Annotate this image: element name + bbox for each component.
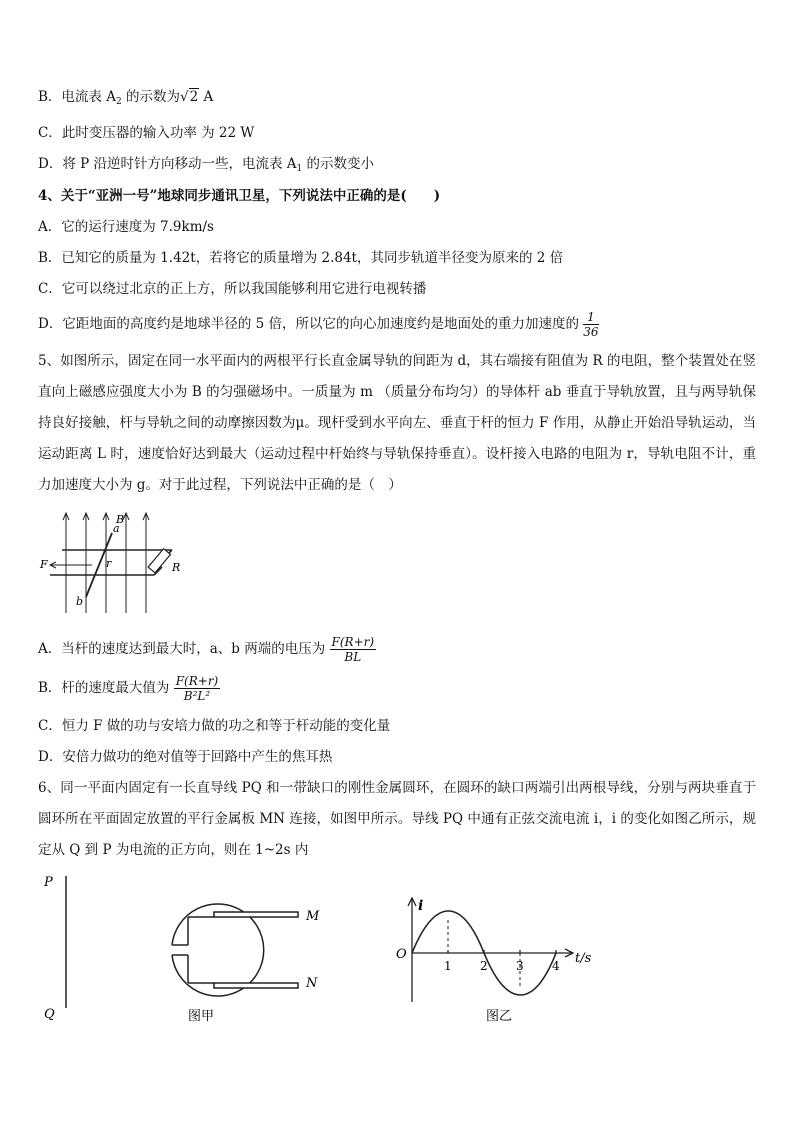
q4-option-b: B．已知它的质量为 1.42t，若将它的质量增为 2.84t，其同步轨道半径变为原来的 2 倍 xyxy=(38,250,564,266)
fig-jia-label-M: M xyxy=(306,909,320,924)
fig-jia-label-Q: Q xyxy=(44,1007,55,1022)
q4-option-a: A．它的运行速度为 7.9km/s xyxy=(38,219,214,235)
fig5-label-R: R xyxy=(172,561,181,574)
q6-stem: 6、同一平面内固定有一长直导线 PQ 和一带缺口的刚性金属圆环，在圆环的缺口两端引出两根导线，分别与两块垂直于圆环所在平面固定放置的平行金属板 MN 连接，如图甲所示。导线 PQ 中通有正弦交流电流 i，i 的变化如图乙所示，规定从 Q 到 P 为电流的正方向，则在 1~2s 内 xyxy=(38,780,756,858)
q6-figure-jia xyxy=(38,870,338,1026)
q6-figure-yi xyxy=(390,892,605,1026)
fig-yi-label-i: i xyxy=(418,898,424,914)
q3-option-c: C．此时变压器的输入功率 为 22 W xyxy=(38,125,255,141)
fig5-label-b: b xyxy=(76,595,84,608)
fig-yi-origin: O xyxy=(396,947,407,962)
fig5-label-a: a xyxy=(113,522,120,535)
fig5-label-B: B xyxy=(116,513,125,526)
fig-yi-tick-3: 3 xyxy=(516,959,524,973)
q5-stem: 5、如图所示，固定在同一水平面内的两根平行长直金属导轨的间距为 d，其右端接有阻值为 R 的电阻，整个装置处在竖直向上磁感应强度大小为 B 的匀强磁场中。一质量为 m （质量分布均匀）的导体杆 ab 垂直于导轨放置，且与两导轨保持良好接触，杆与导轨之间的动摩擦因数为μ。现杆受到水平向左、垂直于杆的恒力 F 作用，从静止开始沿导轨运动，当运动距离 L 时，速度恰好达到最大（运动过程中杆始终与导轨保持垂直）。设杆接入电路的电阻为 r，导轨电阻不计，重力加速度大小为 g。对于此过程，下列说法中正确的是（ ） xyxy=(38,353,756,493)
fig-yi-x-label: t/s xyxy=(575,951,592,966)
q4-option-d: D．它距地面的高度约是地球半径的 5 倍，所以它的向心加速度约是地面处的重力加速度的 $\frac{1}{36}$ xyxy=(38,310,599,339)
fig-yi-caption: 图乙 xyxy=(486,1009,513,1024)
fig-jia-label-P: P xyxy=(44,875,53,890)
fraction-1-36: $\frac{1}{36}$ xyxy=(583,310,599,339)
q4-option-c: C．它可以绕过北京的正上方，所以我国能够利用它进行电视转播 xyxy=(38,281,427,297)
q3-option-b: B．电流表 $A_2$ 的示数为√2 A xyxy=(38,89,214,107)
q5-figure-rails xyxy=(36,505,196,617)
fig-yi-tick-2: 2 xyxy=(480,959,488,973)
fig5-label-r: r xyxy=(106,557,112,570)
fig-yi-tick-1: 1 xyxy=(444,959,452,973)
q5-option-d: D．安倍力做功的绝对值等于回路中产生的焦耳热 xyxy=(38,749,333,765)
fig-yi-tick-4: 4 xyxy=(552,959,560,973)
q5-option-b: B．杆的速度最大值为 $\frac{F(R+r)}{\text{B²L²}}$ xyxy=(38,674,219,703)
q5-option-a: A．当杆的速度达到最大时，a、b 两端的电压为 $\frac{F(R+r)}{BL}$ xyxy=(38,635,375,664)
fig-jia-caption: 图甲 xyxy=(188,1009,215,1024)
q3-option-d: D．将 P 沿逆时针方向移动一些，电流表 $A_1$ 的示数变小 xyxy=(38,156,375,174)
fraction-voltage: $\frac{F(R+r)}{BL}$ xyxy=(331,635,375,664)
fig5-label-F: F xyxy=(40,558,48,571)
fig-jia-label-N: N xyxy=(306,976,318,991)
fraction-max-speed: $\frac{F(R+r)}{\text{B²L²}}$ xyxy=(175,674,219,703)
q4-stem: 4、关于“亚洲一号”地球同步通讯卫星，下列说法中正确的是( ) xyxy=(38,188,441,204)
q5-option-c: C．恒力 F 做的功与安培力做的功之和等于杆动能的变化量 xyxy=(38,718,391,734)
